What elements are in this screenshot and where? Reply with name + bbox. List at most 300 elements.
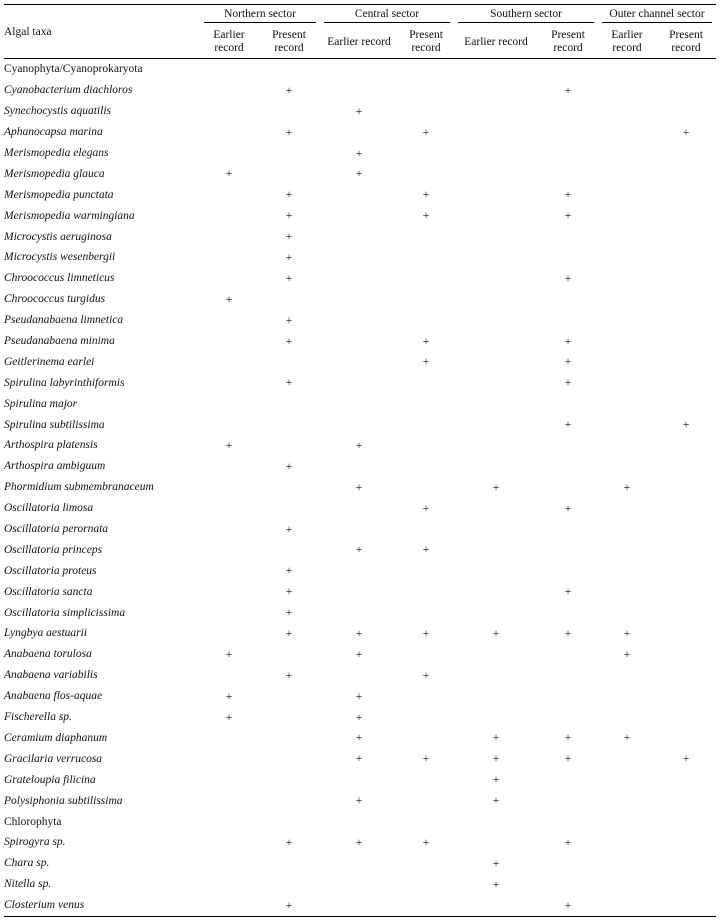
empty-cell [398, 769, 454, 790]
presence-mark: + [564, 625, 572, 640]
empty-cell [258, 393, 320, 414]
empty-cell [598, 101, 656, 122]
empty-cell [398, 163, 454, 184]
table-row [4, 310, 716, 331]
empty-cell [538, 560, 598, 581]
empty-cell [398, 101, 454, 122]
empty-cell [398, 519, 454, 540]
empty-cell [258, 477, 320, 498]
empty-cell [656, 853, 716, 874]
taxon-name: Closterium venus [4, 899, 85, 912]
empty-cell [398, 80, 454, 101]
bottom-rule [4, 916, 716, 917]
empty-cell [538, 143, 598, 164]
empty-cell [398, 310, 454, 331]
empty-cell [454, 414, 538, 435]
taxon-name: Arthospira ambiguum [4, 460, 106, 473]
presence-mark: + [422, 187, 430, 202]
empty-cell [656, 310, 716, 331]
empty-cell [656, 205, 716, 226]
empty-cell [538, 853, 598, 874]
taxon-name: Microcystis wesenbergii [4, 251, 116, 264]
empty-cell [538, 226, 598, 247]
empty-cell [258, 811, 320, 832]
empty-cell [656, 832, 716, 853]
empty-cell [398, 707, 454, 728]
empty-cell [398, 414, 454, 435]
empty-cell [454, 707, 538, 728]
empty-cell [200, 602, 258, 623]
taxon-name: Fischerella sp. [4, 711, 72, 724]
presence-mark: + [623, 625, 631, 640]
taxon-name: Gracilaria verrucosa [4, 752, 103, 765]
group-name: Chlorophyta [4, 815, 62, 828]
empty-cell [320, 769, 398, 790]
empty-cell [454, 143, 538, 164]
taxon-name: Synechocystis aquatilis [4, 105, 111, 118]
presence-mark: + [422, 124, 430, 139]
empty-cell [398, 226, 454, 247]
empty-cell [454, 539, 538, 560]
presence-mark: + [285, 584, 293, 599]
empty-cell [538, 539, 598, 560]
presence-mark: + [285, 229, 293, 244]
empty-cell [200, 665, 258, 686]
empty-cell [320, 414, 398, 435]
taxon-name: Cyanobacterium diachloros [4, 84, 133, 97]
empty-cell [200, 414, 258, 435]
empty-cell [598, 707, 656, 728]
taxon-name: Chroococcus turgidus [4, 293, 106, 306]
empty-cell [454, 184, 538, 205]
empty-cell [200, 853, 258, 874]
table-row [4, 80, 716, 101]
presence-mark: + [285, 563, 293, 578]
taxon-name: Geitlerinema earlei [4, 355, 95, 368]
empty-cell [454, 226, 538, 247]
empty-cell [454, 811, 538, 832]
presence-mark: + [422, 354, 430, 369]
presence-mark: + [225, 166, 233, 181]
presence-mark: + [355, 834, 363, 849]
empty-cell [598, 498, 656, 519]
presence-mark: + [285, 897, 293, 912]
empty-cell [598, 874, 656, 895]
empty-cell [320, 581, 398, 602]
empty-cell [656, 456, 716, 477]
taxon-name: Anabaena torulosa [4, 648, 92, 661]
empty-cell [656, 226, 716, 247]
empty-cell [398, 728, 454, 749]
empty-cell [200, 80, 258, 101]
empty-cell [598, 143, 656, 164]
empty-cell [320, 80, 398, 101]
empty-cell [656, 790, 716, 811]
taxon-name: Ceramium diaphanum [4, 731, 108, 744]
presence-mark: + [564, 82, 572, 97]
sector-header-central: Central sector [320, 5, 454, 26]
taxon-name: Nitella sp. [4, 878, 52, 891]
taxon-name: Merismopedia glauca [4, 167, 105, 180]
empty-cell [398, 59, 454, 80]
empty-cell [598, 310, 656, 331]
empty-cell [398, 811, 454, 832]
empty-cell [454, 205, 538, 226]
presence-mark: + [285, 834, 293, 849]
empty-cell [258, 790, 320, 811]
taxon-name: Oscillatoria princeps [4, 543, 103, 556]
presence-mark: + [422, 500, 430, 515]
empty-cell [320, 393, 398, 414]
empty-cell [200, 790, 258, 811]
table-row [4, 602, 716, 623]
empty-cell [258, 351, 320, 372]
presence-mark: + [564, 417, 572, 432]
table-row [4, 665, 716, 686]
empty-cell [320, 205, 398, 226]
empty-cell [598, 289, 656, 310]
empty-cell [656, 351, 716, 372]
presence-mark: + [492, 855, 500, 870]
empty-cell [538, 644, 598, 665]
empty-cell [454, 351, 538, 372]
empty-cell [454, 665, 538, 686]
empty-cell [454, 80, 538, 101]
table-row [4, 853, 716, 874]
empty-cell [656, 644, 716, 665]
empty-cell [398, 644, 454, 665]
empty-cell [320, 372, 398, 393]
empty-cell [200, 539, 258, 560]
empty-cell [320, 331, 398, 352]
taxon-name: Merismopedia warmingiana [4, 209, 135, 222]
empty-cell [398, 602, 454, 623]
empty-cell [598, 80, 656, 101]
table-row [4, 623, 716, 644]
empty-cell [398, 477, 454, 498]
empty-cell [598, 539, 656, 560]
presence-mark: + [285, 667, 293, 682]
empty-cell [598, 331, 656, 352]
empty-cell [598, 226, 656, 247]
presence-mark: + [682, 417, 690, 432]
presence-mark: + [422, 834, 430, 849]
empty-cell [398, 790, 454, 811]
taxon-name: Aphanocapsa marina [4, 126, 103, 139]
empty-cell [200, 477, 258, 498]
empty-cell [656, 289, 716, 310]
table-row [4, 435, 716, 456]
algal-taxa-table [4, 4, 716, 917]
empty-cell [258, 414, 320, 435]
empty-cell [200, 184, 258, 205]
group-header-row [4, 59, 716, 80]
presence-mark: + [355, 688, 363, 703]
empty-cell [398, 853, 454, 874]
presence-mark: + [682, 751, 690, 766]
empty-cell [200, 874, 258, 895]
sub-header: Earlier record [320, 26, 398, 59]
empty-cell [538, 519, 598, 540]
empty-cell [200, 143, 258, 164]
empty-cell [398, 143, 454, 164]
taxon-name: Chroococcus limneticus [4, 272, 115, 285]
empty-cell [598, 59, 656, 80]
empty-cell [538, 477, 598, 498]
taxon-name: Lyngbya aestuarii [4, 627, 88, 640]
empty-cell [538, 163, 598, 184]
empty-cell [656, 247, 716, 268]
empty-cell [320, 853, 398, 874]
presence-mark: + [355, 730, 363, 745]
empty-cell [656, 874, 716, 895]
empty-cell [538, 811, 598, 832]
taxon-name: Pseudanabaena minima [4, 335, 115, 348]
presence-mark: + [355, 646, 363, 661]
empty-cell [200, 268, 258, 289]
presence-mark: + [492, 730, 500, 745]
empty-cell [320, 519, 398, 540]
empty-cell [656, 581, 716, 602]
presence-mark: + [355, 709, 363, 724]
empty-cell [320, 310, 398, 331]
taxa-column-header [4, 5, 200, 59]
presence-mark: + [492, 876, 500, 891]
presence-mark: + [492, 772, 500, 787]
taxon-name: Grateloupia filicina [4, 773, 96, 786]
empty-cell [538, 59, 598, 80]
empty-cell [320, 874, 398, 895]
empty-cell [398, 686, 454, 707]
empty-cell [398, 456, 454, 477]
taxon-name: Pseudanabaena limnetica [4, 314, 124, 327]
taxon-name: Oscillatoria sancta [4, 585, 93, 598]
empty-cell [454, 519, 538, 540]
presence-mark: + [355, 103, 363, 118]
table-row [4, 728, 716, 749]
presence-mark: + [225, 437, 233, 452]
presence-mark: + [225, 291, 233, 306]
empty-cell [656, 769, 716, 790]
empty-cell [200, 581, 258, 602]
empty-cell [538, 101, 598, 122]
empty-cell [398, 435, 454, 456]
empty-cell [200, 101, 258, 122]
empty-cell [656, 539, 716, 560]
presence-mark: + [285, 187, 293, 202]
empty-cell [398, 895, 454, 916]
empty-cell [598, 351, 656, 372]
table-row [4, 644, 716, 665]
empty-cell [320, 665, 398, 686]
empty-cell [258, 644, 320, 665]
presence-mark: + [682, 124, 690, 139]
presence-mark: + [422, 333, 430, 348]
presence-mark: + [422, 625, 430, 640]
taxon-name: Merismopedia punctata [4, 188, 114, 201]
presence-mark: + [355, 145, 363, 160]
empty-cell [656, 143, 716, 164]
empty-cell [598, 811, 656, 832]
presence-mark: + [225, 646, 233, 661]
taxon-name: Phormidium submembranaceum [4, 481, 154, 494]
group-name: Cyanophyta/Cyanoprokaryota [4, 63, 143, 76]
presence-mark: + [355, 479, 363, 494]
empty-cell [398, 268, 454, 289]
empty-cell [598, 895, 656, 916]
table-row [4, 351, 716, 372]
table-row [4, 414, 716, 435]
presence-mark: + [492, 751, 500, 766]
presence-mark: + [564, 354, 572, 369]
table-row [4, 226, 716, 247]
empty-cell [454, 560, 538, 581]
empty-cell [598, 832, 656, 853]
table-row [4, 874, 716, 895]
sub-header: Present record [656, 26, 716, 59]
empty-cell [454, 247, 538, 268]
table-row [4, 790, 716, 811]
presence-mark: + [623, 730, 631, 745]
table-row [4, 122, 716, 143]
empty-cell [398, 393, 454, 414]
empty-cell [656, 707, 716, 728]
empty-cell [398, 874, 454, 895]
empty-cell [320, 226, 398, 247]
empty-cell [320, 811, 398, 832]
presence-mark: + [355, 437, 363, 452]
sector-header-outer-channel: Outer channel sector [598, 5, 716, 26]
empty-cell [656, 101, 716, 122]
presence-mark: + [564, 208, 572, 223]
taxon-name: Arthospira platensis [4, 439, 98, 452]
sub-header: Earlier record [454, 26, 538, 59]
empty-cell [538, 122, 598, 143]
empty-cell [598, 268, 656, 289]
empty-cell [200, 59, 258, 80]
empty-cell [200, 393, 258, 414]
empty-cell [200, 331, 258, 352]
table-row [4, 163, 716, 184]
presence-mark: + [564, 730, 572, 745]
empty-cell [454, 832, 538, 853]
table-row [4, 289, 716, 310]
table-row [4, 268, 716, 289]
presence-mark: + [564, 751, 572, 766]
empty-cell [656, 602, 716, 623]
presence-mark: + [422, 667, 430, 682]
taxon-name: Anabaena variabilis [4, 669, 98, 682]
empty-cell [258, 728, 320, 749]
taxon-name: Anabaena flos-aquae [4, 690, 103, 703]
empty-cell [258, 289, 320, 310]
empty-cell [598, 414, 656, 435]
table-row [4, 498, 716, 519]
table-row [4, 184, 716, 205]
presence-mark: + [285, 375, 293, 390]
empty-cell [538, 686, 598, 707]
table-row [4, 539, 716, 560]
empty-cell [598, 686, 656, 707]
empty-cell [320, 456, 398, 477]
presence-mark: + [285, 249, 293, 264]
empty-cell [200, 310, 258, 331]
presence-mark: + [225, 688, 233, 703]
table-row [4, 519, 716, 540]
empty-cell [320, 59, 398, 80]
empty-cell [200, 122, 258, 143]
table-row [4, 393, 716, 414]
empty-cell [598, 205, 656, 226]
presence-mark: + [285, 625, 293, 640]
presence-mark: + [285, 208, 293, 223]
presence-mark: + [285, 82, 293, 97]
empty-cell [320, 122, 398, 143]
empty-cell [454, 393, 538, 414]
empty-cell [454, 686, 538, 707]
empty-cell [538, 289, 598, 310]
table-row [4, 895, 716, 916]
presence-mark: + [225, 709, 233, 724]
empty-cell [398, 247, 454, 268]
sub-header: Earlier record [598, 26, 656, 59]
empty-cell [454, 163, 538, 184]
empty-cell [598, 665, 656, 686]
presence-mark: + [285, 333, 293, 348]
table-row [4, 581, 716, 602]
empty-cell [454, 310, 538, 331]
empty-cell [538, 435, 598, 456]
presence-mark: + [355, 793, 363, 808]
empty-cell [598, 247, 656, 268]
empty-cell [598, 602, 656, 623]
taxon-name: Spirulina subtilissima [4, 418, 105, 431]
empty-cell [258, 498, 320, 519]
empty-cell [598, 519, 656, 540]
presence-mark: + [355, 166, 363, 181]
presence-mark: + [422, 751, 430, 766]
empty-cell [454, 456, 538, 477]
table-row [4, 707, 716, 728]
sub-header: Present record [258, 26, 320, 59]
empty-cell [200, 728, 258, 749]
empty-cell [598, 748, 656, 769]
empty-cell [538, 665, 598, 686]
empty-cell [258, 748, 320, 769]
presence-mark: + [564, 500, 572, 515]
empty-cell [320, 602, 398, 623]
empty-cell [258, 707, 320, 728]
presence-mark: + [564, 584, 572, 599]
empty-cell [598, 769, 656, 790]
empty-cell [454, 372, 538, 393]
presence-mark: + [285, 312, 293, 327]
sector-header-northern: Northern sector [200, 5, 320, 26]
sub-header: Earlier record [200, 26, 258, 59]
table-row [4, 560, 716, 581]
presence-mark: + [285, 270, 293, 285]
empty-cell [454, 268, 538, 289]
empty-cell [538, 247, 598, 268]
sub-header: Present record [538, 26, 598, 59]
presence-mark: + [564, 270, 572, 285]
empty-cell [656, 372, 716, 393]
empty-cell [258, 435, 320, 456]
empty-cell [656, 59, 716, 80]
presence-mark: + [285, 458, 293, 473]
empty-cell [598, 581, 656, 602]
presence-mark: + [564, 333, 572, 348]
